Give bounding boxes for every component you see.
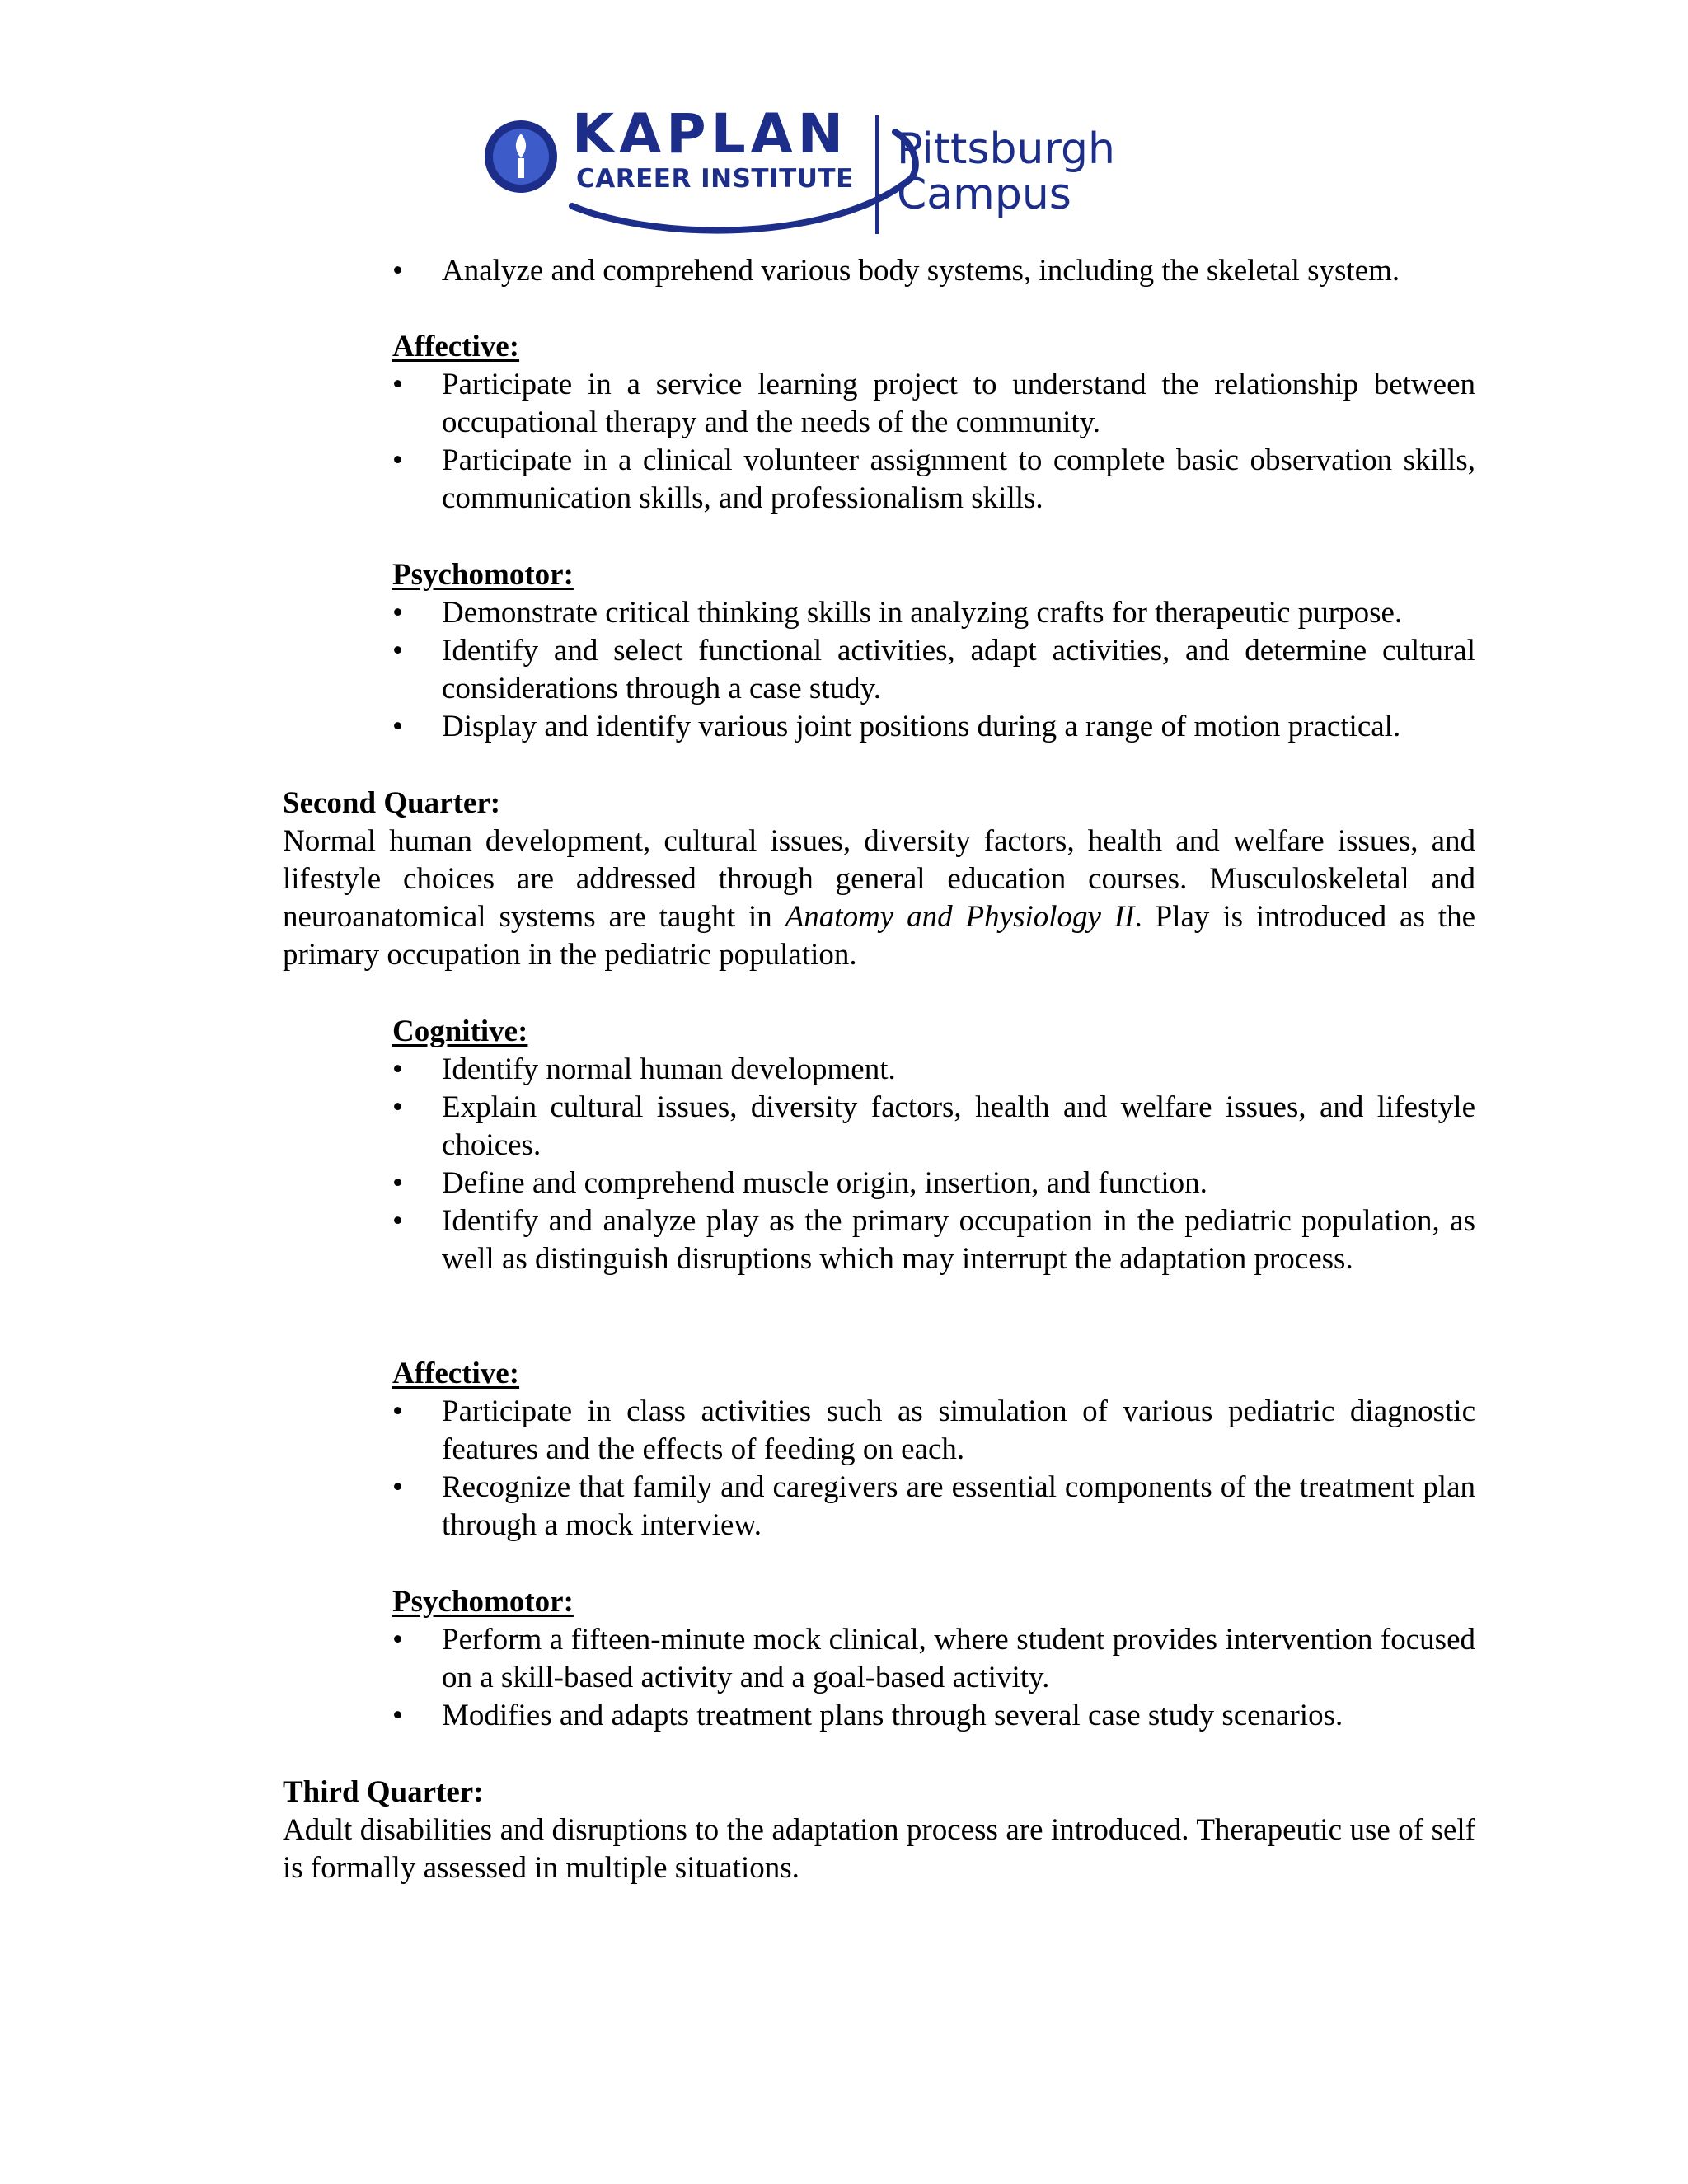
list-item: • Identify and analyze play as the primary occupation in the pediatric population, as well as distinguish disruptions which may interrupt the adaptation process. [392,1202,1475,1278]
list-item: • Define and comprehend muscle origin, insertion, and function. [392,1165,1475,1202]
q2-affective-heading: Affective: [392,1357,520,1390]
course-title: Anatomy and Physiology II [785,900,1135,934]
brand-subtitle: CAREER INSTITUTE [576,164,854,194]
q1-affective-heading: Affective: [392,330,520,363]
q2-psychomotor-heading: Psychomotor: [392,1585,574,1619]
paragraph-text: Normal human development, cultural issues, diversity factors, health and welfare issues, and lifestyle choices are addressed through general education courses. Musculoskeletal and neuroanatomical systems are taught in [283,824,1475,934]
list-item: • Demonstrate critical thinking skills in analyzing crafts for therapeutic purpose. [392,594,1475,632]
list-item: • Explain cultural issues, diversity factors, health and welfare issues, and lifestyle choices. [392,1089,1475,1165]
list-item: • Perform a fifteen-minute mock clinical, where student provides intervention focused on a skill-based activity and a goal-based activity. [392,1621,1475,1697]
q1-psychomotor-heading: Psychomotor: [392,558,574,592]
q2-affective-list [392,1393,1475,1544]
q2-psychomotor-list [392,1621,1475,1735]
brand-name: KAPLAN [572,102,848,166]
second-quarter-paragraph [283,823,1475,974]
q2-cognitive-list [392,1051,1475,1278]
list-item: • Display and identify various joint positions during a range of motion practical. [392,708,1475,746]
list-item: • Modifies and adapts treatment plans through several case study scenarios. [392,1697,1475,1735]
list-item: • Recognize that family and caregivers are essential components of the treatment plan through a mock interview. [392,1469,1475,1544]
second-quarter-heading: Second Quarter: [283,786,501,820]
intro-list [392,252,1475,290]
campus-line-2: Campus [897,169,1071,219]
q2-cognitive-heading: Cognitive: [392,1015,528,1048]
list-item: • Analyze and comprehend various body systems, including the skeletal system. [392,252,1475,290]
list-item: • Participate in a clinical volunteer assignment to complete basic observation skills, communication skills, and professionalism skills. [392,442,1475,518]
campus-line-1: Pittsburgh [897,124,1115,174]
q1-affective-list [392,366,1475,518]
list-item: • Participate in a service learning project to understand the relationship between occupational therapy and the needs of the community. [392,366,1475,442]
q1-psychomotor-list [392,594,1475,746]
list-item: • Participate in class activities such as simulation of various pediatric diagnostic features and the effects of feeding on each. [392,1393,1475,1469]
list-item: • Identify and select functional activities, adapt activities, and determine cultural considerations through a case study. [392,632,1475,708]
third-quarter-heading: Third Quarter: [283,1775,484,1809]
paragraph-text: . Play is introduced as the primary occupation in the pediatric population. [283,900,1475,972]
list-item: • Identify normal human development. [392,1051,1475,1089]
third-quarter-paragraph: Adult disabilities and disruptions to the adaptation process are introduced. Therapeutic use of self is formally assessed in multiple situations. [283,1813,1475,1885]
